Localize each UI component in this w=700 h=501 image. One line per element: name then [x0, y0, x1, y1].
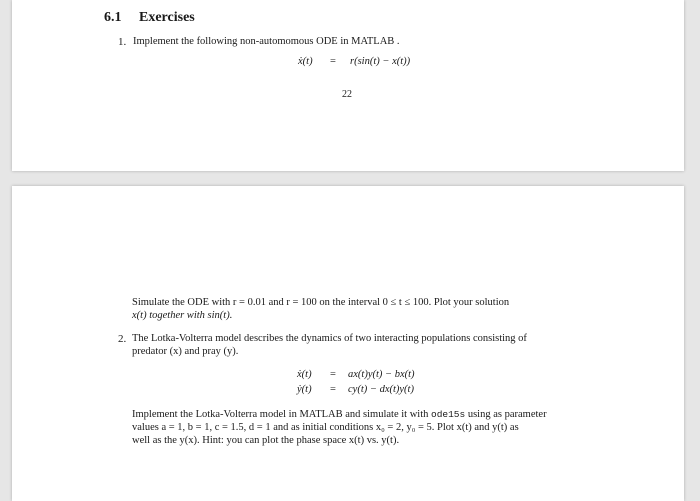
document-page-2: [12, 186, 684, 501]
section-number: 6.1: [104, 10, 122, 25]
document-page-1: [12, 0, 684, 171]
equation-2-equals: =: [330, 369, 336, 380]
equation-1-rhs: r(sin(t) − x(t)): [350, 56, 411, 67]
exercise-1-simulate-line-2: x(t) together with sin(t).: [132, 310, 233, 321]
equation-2-lhs: ẋ(t): [297, 369, 312, 380]
exercise-1-simulate-line-1: Simulate the ODE with r = 0.01 and r = 100 on the interval 0 ≤ t ≤ 100. Plot your solution: [132, 297, 510, 308]
exercise-2-line-1: The Lotka-Volterra model describes the dynamics of two interacting populations consisting of: [132, 333, 527, 344]
section-title: Exercises: [139, 10, 195, 25]
equation-2-rhs: ax(t)y(t) − bx(t): [348, 369, 415, 380]
equation-1-equals: =: [330, 56, 336, 67]
impl-text-b: using as parameter: [465, 409, 547, 420]
impl-text-a: Implement the Lotka-Volterra model in MATLAB and simulate it with: [132, 409, 431, 420]
equation-3-equals: =: [330, 384, 336, 395]
exercise-2-line-2: predator (x) and pray (y).: [132, 346, 239, 357]
ode15s-code: ode15s: [431, 409, 466, 420]
exercise-1-number: 1.: [118, 36, 127, 48]
exercise-2-number: 2.: [118, 333, 127, 345]
exercise-2-impl-line-2: values a = 1, b = 1, c = 1.5, d = 1 and as initial conditions x₀ = 2, y₀ = 5. Plot x(t) and y(t) as: [132, 422, 519, 433]
exercise-1-text: Implement the following non-automomous ODE in MATLAB .: [133, 36, 400, 47]
equation-1-lhs: ẋ(t): [298, 56, 313, 67]
equation-3-rhs: cy(t) − dx(t)y(t): [348, 384, 414, 395]
exercise-2-impl-line-3: well as the y(x). Hint: you can plot the phase space x(t) vs. y(t).: [132, 435, 400, 446]
equation-3-lhs: ẏ(t): [297, 384, 312, 395]
exercise-2-impl-line-1: [132, 409, 547, 422]
page-number: 22: [342, 89, 352, 100]
